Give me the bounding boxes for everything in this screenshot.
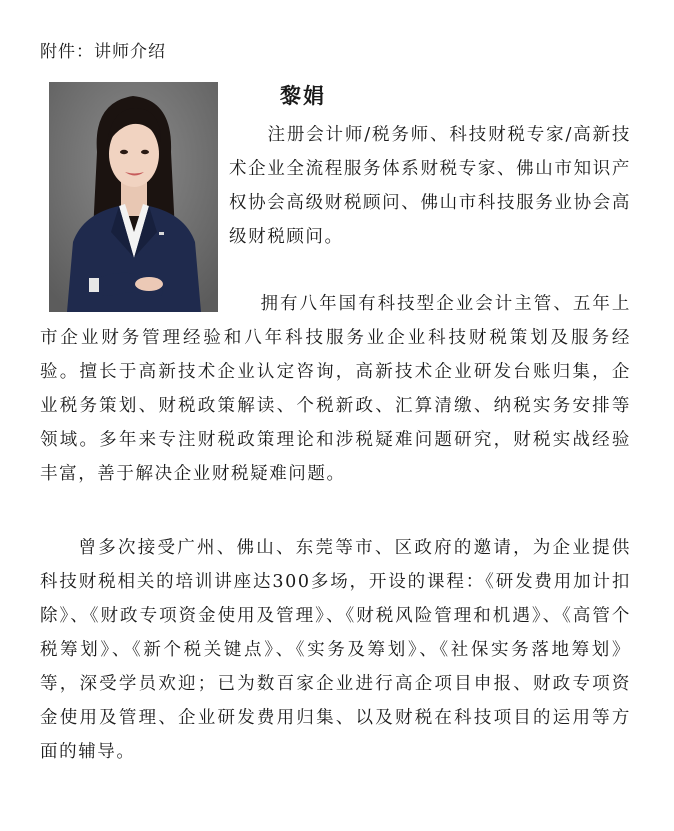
attachment-label: 附件：讲师介绍 — [40, 42, 166, 62]
experience-text: 拥有八年国有科技型企业会计主管、五年上市企业财务管理经验和八年科技服务业企业科技财税策划及服务经验。擅长于高新技术企业认定咨询，高新技术企业研发台账归集，企业税务策划、财税政策解读、个税新政、汇算清缴、纳税实务安排等领域。多年来专注财税政策理论和涉税疑难问题研究，财税实战经验丰富，善于解决企业财税疑难问题。 — [40, 294, 631, 484]
lecturer-name: 黎娟 — [280, 83, 326, 108]
lecturer-experience-paragraph — [40, 287, 631, 491]
lecturer-credentials-paragraph: 注册会计师/税务师、科技财税专家/高新技术企业全流程服务体系财税专家、佛山市知识产权协会高级财税顾问、佛山市科技服务业协会高级财税顾问。 — [229, 125, 631, 247]
lecturer-training-paragraph: 曾多次接受广州、佛山、东莞等市、区政府的邀请，为企业提供科技财税相关的培训讲座达300多场，开设的课程：《研发费用加计扣除》、《财政专项资金使用及管理》、《财税风险管理和机遇》、《高管个税筹划》、《新个税关键点》、《实务及筹划》、《社保实务落地筹划》等，深受学员欢迎；已为数百家企业进行高企项目申报、财政专项资金使用及管理、企业研发费用归集、以及财税在科技项目的运用等方面的辅导。 — [40, 538, 631, 762]
lecturer-photo — [49, 82, 218, 312]
